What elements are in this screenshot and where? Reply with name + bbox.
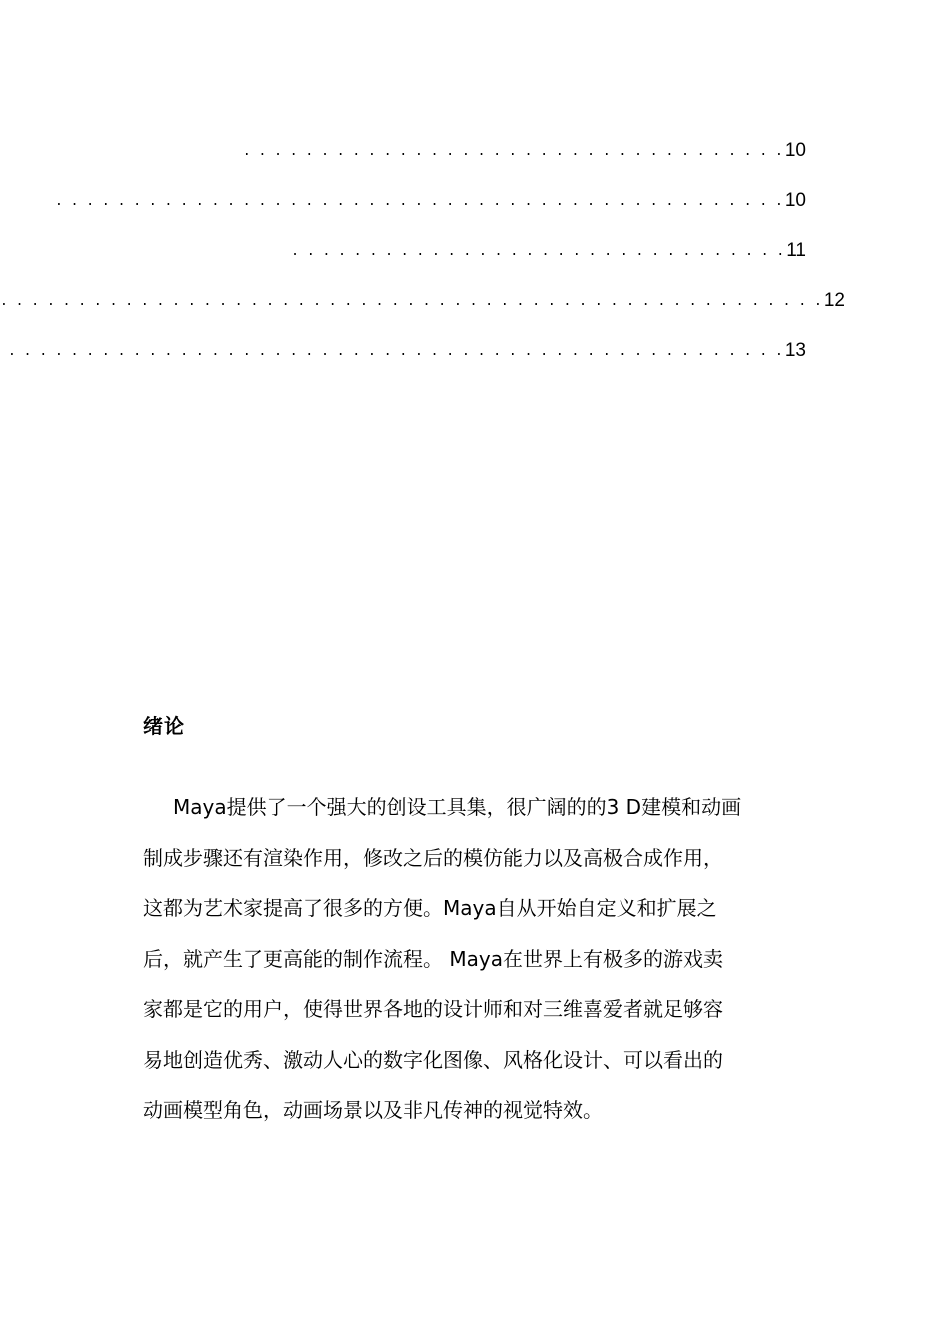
toc-page-number: 13 [784, 340, 806, 361]
section-body [143, 782, 808, 1136]
toc-dot-leader: . . . . . . . . . . . . . . . . . . . . . . . . . . . . . . . . . . . . . . . . . . . . . . . . . . . . . [0, 293, 822, 309]
toc-entry [8, 338, 806, 364]
paragraph-line: Maya提供了一个强大的创设工具集，很广阔的的3 D建模和动画 [173, 795, 742, 819]
paragraph-line: 后，就产生了更高能的制作流程。 Maya在世界上有极多的游戏卖 [143, 946, 723, 971]
toc-page-number: 10 [784, 140, 806, 161]
toc-entry [291, 238, 806, 264]
section-heading: 绪论 [143, 714, 185, 738]
paragraph-line: 这都为艺术家提高了很多的方便。Maya自从开始自定义和扩展之 [143, 896, 717, 920]
paragraph-line: 动画模型角色，动画场景以及非凡传神的视觉特效。 [143, 1098, 603, 1122]
toc-dot-leader: . . . . . . . . . . . . . . . . . . . . . . . . . . . . . . . . . . . . . . . . . . . . . . . . . . [8, 343, 783, 359]
toc-entry [55, 188, 806, 214]
toc-page-number: 10 [784, 190, 806, 211]
toc-page-number: 11 [786, 240, 806, 261]
toc-entry [243, 138, 806, 164]
paragraph-line: 易地创造优秀、激动人心的数字化图像、风格化设计、可以看出的 [143, 1047, 723, 1072]
toc-dot-leader: . . . . . . . . . . . . . . . . . . . . . . . . . . . . . . . . . . . [242, 143, 783, 159]
paragraph-line: 制成步骤还有渲染作用，修改之后的模仿能力以及高极合成作用， [143, 845, 723, 870]
toc-page-number: 12 [823, 290, 845, 311]
toc-dot-leader: . . . . . . . . . . . . . . . . . . . . . . . . . . . . . . . . . . . . . . . . . . . . . . . [54, 193, 783, 209]
toc-dot-leader: . . . . . . . . . . . . . . . . . . . . . . . . . . . . . . . . [291, 243, 785, 259]
toc-entry [0, 288, 845, 314]
paragraph-line: 家都是它的用户，使得世界各地的设计师和对三维喜爱者就足够容 [143, 997, 723, 1021]
